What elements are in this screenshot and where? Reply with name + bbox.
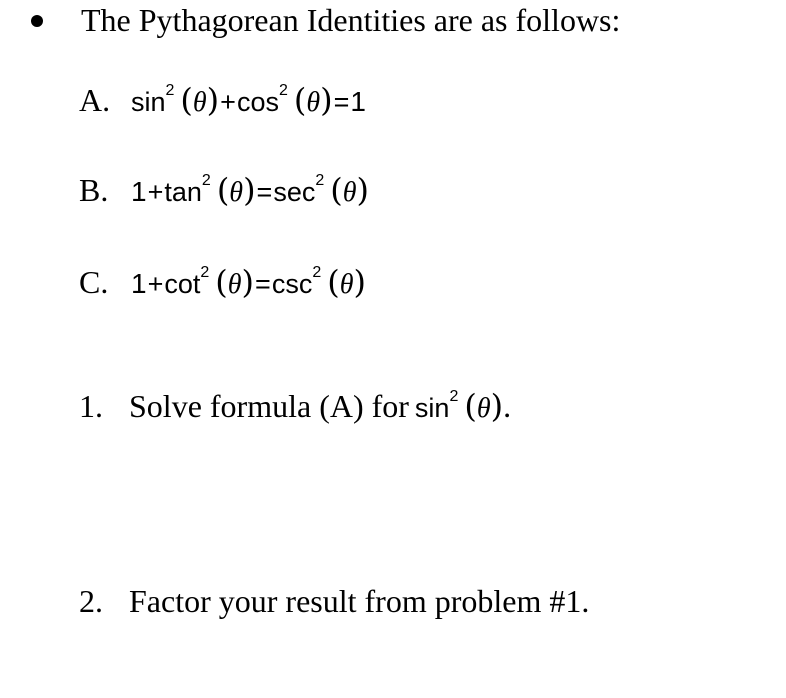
problem-text: Solve formula (A) for bbox=[129, 388, 409, 424]
identity-equation: $1+\cot^2$ $(\theta)=\csc^2$ (θ) bbox=[131, 263, 366, 301]
function-name: sin bbox=[131, 87, 166, 117]
identity-b bbox=[79, 170, 369, 213]
problem-text: Factor your result from problem #1. bbox=[129, 583, 590, 619]
identity-equation: $1+\tan^2$ $(\theta)=\sec^2$ (θ) bbox=[131, 171, 369, 209]
variable-theta: θ bbox=[227, 269, 242, 300]
function-name: csc bbox=[271, 269, 313, 299]
problem-expression: $\sin^2 (\theta)$ bbox=[414, 387, 504, 425]
exponent: 2 bbox=[315, 172, 325, 190]
exponent: 2 bbox=[201, 172, 211, 190]
problem-2 bbox=[79, 581, 589, 621]
identities-heading: The Pythagorean Identities are as follows: bbox=[81, 2, 621, 38]
exponent: 2 bbox=[200, 264, 210, 282]
operator-plus: + bbox=[147, 177, 164, 207]
operator-equals: = bbox=[333, 87, 350, 117]
exponent: 2 bbox=[278, 82, 288, 100]
variable-theta: θ bbox=[192, 87, 207, 118]
problem-number: 1. bbox=[79, 388, 103, 424]
function-name: cos bbox=[236, 87, 279, 117]
problem-1 bbox=[79, 386, 511, 429]
variable-theta: θ bbox=[339, 269, 354, 300]
operator-plus: + bbox=[220, 87, 236, 117]
variable-theta: θ bbox=[342, 177, 357, 208]
identity-c bbox=[79, 262, 366, 305]
function-name: sin bbox=[414, 393, 450, 423]
constant: 1 bbox=[131, 176, 147, 207]
problem-number: 2. bbox=[79, 583, 103, 619]
exponent: 2 bbox=[312, 264, 322, 282]
function-name: sec bbox=[273, 177, 316, 207]
bullet-point bbox=[31, 15, 43, 27]
identity-a bbox=[79, 80, 366, 123]
identity-label: A. bbox=[79, 82, 111, 118]
identity-label: C. bbox=[79, 264, 109, 300]
operator-plus: + bbox=[147, 269, 164, 299]
identity-label: B. bbox=[79, 172, 109, 208]
operator-equals: = bbox=[256, 177, 273, 207]
problem-end-period: . bbox=[503, 388, 512, 424]
function-name: tan bbox=[164, 177, 202, 207]
variable-theta: θ bbox=[476, 393, 491, 424]
variable-theta: θ bbox=[229, 177, 244, 208]
variable-theta: θ bbox=[306, 87, 321, 118]
function-name: cot bbox=[164, 269, 201, 299]
constant: 1 bbox=[131, 268, 147, 299]
exponent: 2 bbox=[165, 82, 175, 100]
operator-equals: = bbox=[255, 269, 271, 299]
identity-equation: $\sin^2 (\theta)+\cos^2$ (θ)=1 bbox=[131, 81, 366, 119]
constant: 1 bbox=[350, 86, 366, 117]
exponent: 2 bbox=[449, 388, 459, 406]
